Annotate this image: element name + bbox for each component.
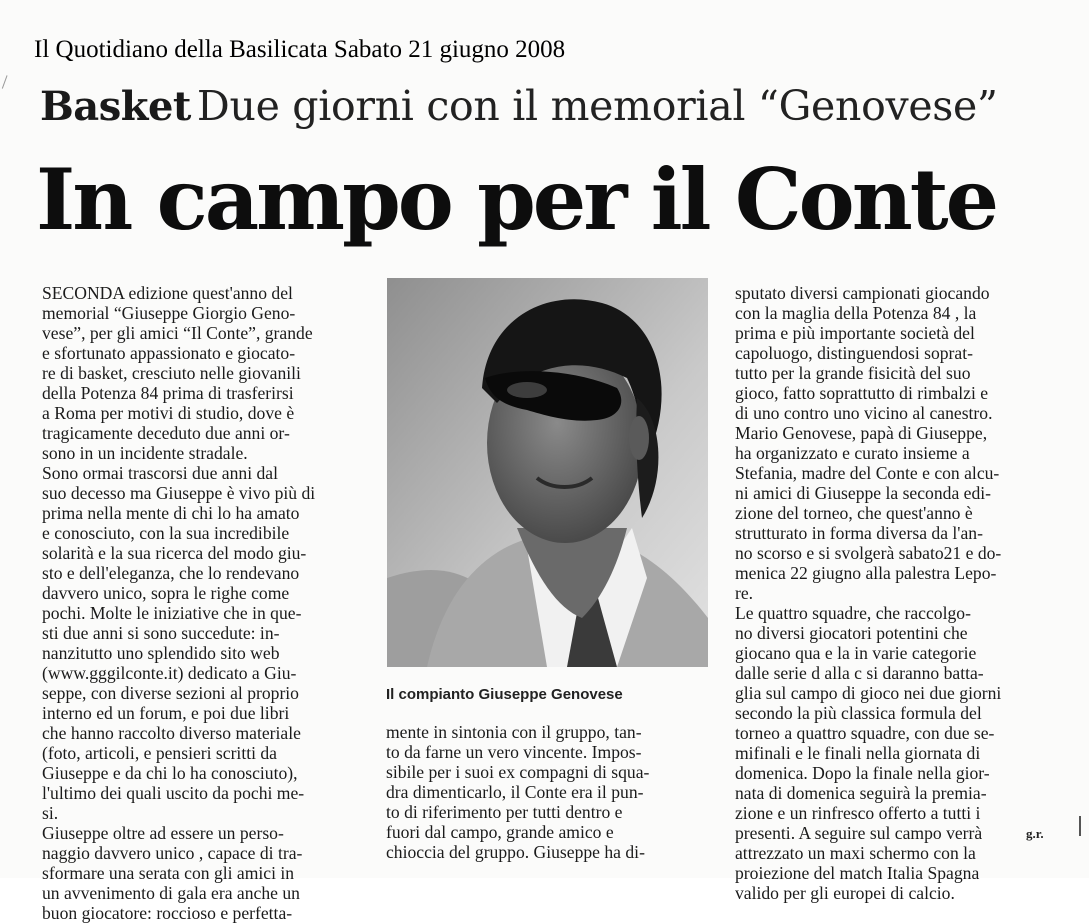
text-line: un avvenimento di gala era anche un <box>42 883 300 903</box>
text-line: re di basket, cresciuto nelle giovanili <box>42 363 301 383</box>
text-line: prima e più importante società del <box>735 323 975 343</box>
text-line: l'ultimo dei quali uscito da pochi me- <box>42 783 305 803</box>
text-line: suo decesso ma Giuseppe è vivo più di <box>42 483 316 503</box>
photo-caption: Il compianto Giuseppe Genovese <box>386 686 623 703</box>
text-line: (foto, articoli, e pensieri scritti da <box>42 743 277 763</box>
text-line: a Roma per motivi di studio, dove è <box>42 403 295 423</box>
text-line: sti due anni si sono succedute: in- <box>42 623 280 643</box>
text-line: mente in sintonia con il gruppo, tan- <box>386 722 642 742</box>
text-line: to di riferimento per tutti dentro e <box>386 802 623 822</box>
text-line: glia sul campo di gioco nei due giorni <box>735 683 1002 703</box>
portrait-image <box>387 278 708 667</box>
article-column-2 <box>386 722 712 862</box>
text-line: Stefania, madre del Conte e con alcu- <box>735 463 1000 483</box>
text-line: prima nella mente di chi lo ha amato <box>42 503 300 523</box>
text-line: Giuseppe e da chi lo ha conosciuto), <box>42 763 298 783</box>
text-line: che hanno raccolto diverso materiale <box>42 723 301 743</box>
text-line: torneo a quattro squadre, con due se- <box>735 723 995 743</box>
text-line: dalle serie d alla c si daranno batta- <box>735 663 984 683</box>
text-line: sputato diversi campionati giocando <box>735 283 990 303</box>
text-line: sibile per i suoi ex compagni di squa- <box>386 762 650 782</box>
text-line: tragicamente deceduto due anni or- <box>42 423 290 443</box>
text-line: (www.gggilconte.it) dedicato a Giu- <box>42 663 297 683</box>
text-line: no scorso e si svolgerà sabato21 e do- <box>735 543 1002 563</box>
article-column-1 <box>42 283 372 923</box>
text-line: Le quattro squadre, che raccolgo- <box>735 603 971 623</box>
text-line: proiezione del match Italia Spagna <box>735 863 980 883</box>
text-line: capoluogo, distinguendosi soprat- <box>735 343 973 363</box>
text-line: zione del torneo, che quest'anno è <box>735 503 973 523</box>
text-line: domenica. Dopo la finale nella gior- <box>735 763 990 783</box>
text-line: strutturato in forma diversa da l'an- <box>735 523 983 543</box>
text-line: memorial “Giuseppe Giorgio Geno- <box>42 303 296 323</box>
text-line: ha organizzato e curato insieme a <box>735 443 970 463</box>
text-line: chioccia del gruppo. Giuseppe ha di- <box>386 842 645 862</box>
text-line: giocano qua e la in varie categorie <box>735 643 977 663</box>
text-line: pochi. Molte le iniziative che in que- <box>42 603 302 623</box>
text-line: sformare una serata con gli amici in <box>42 863 295 883</box>
text-line: si. <box>42 803 59 823</box>
scan-edge-mark <box>1079 816 1081 836</box>
text-line: tutto per la grande fisicità del suo <box>735 363 971 383</box>
text-line: con la maglia della Potenza 84 , la <box>735 303 977 323</box>
text-line: della Potenza 84 prima di trasferirsi <box>42 383 294 403</box>
text-line: dra dimenticarlo, il Conte era il pun- <box>386 782 644 802</box>
text-line: presenti. A seguire sul campo verrà <box>735 823 983 843</box>
text-line: di uno contro uno vicino al canestro. <box>735 403 993 423</box>
article-column-3 <box>735 283 1057 903</box>
text-line: Sono ormai trascorsi due anni dal <box>42 463 278 483</box>
kicker <box>40 82 998 130</box>
text-line: secondo la più classica formula del <box>735 703 982 723</box>
text-line: re. <box>735 583 754 603</box>
text-line: ni amici di Giuseppe la seconda edi- <box>735 483 992 503</box>
text-line: sto e dell'eleganza, che lo rendevano <box>42 563 300 583</box>
text-line: naggio davvero unico , capace di tra- <box>42 843 303 863</box>
text-line: Giuseppe oltre ad essere un perso- <box>42 823 284 843</box>
text-line: davvero unico, sopra le righe come <box>42 583 290 603</box>
text-line: zione e un rinfresco offerto a tutti i <box>735 803 981 823</box>
headline: In campo per il Conte <box>36 150 997 249</box>
text-line: e sfortunato appassionato e giocato- <box>42 343 296 363</box>
text-line: fuori dal campo, grande amico e <box>386 822 614 842</box>
source-line: Il Quotidiano della Basilicata Sabato 21 giugno 2008 <box>34 36 566 63</box>
text-line: sono in un incidente stradale. <box>42 443 248 463</box>
kicker-subtitle: Due giorni con il memorial “Genovese” <box>196 82 998 130</box>
text-line: nata di domenica seguirà la premia- <box>735 783 987 803</box>
text-line: attrezzato un maxi schermo con la <box>735 843 976 863</box>
text-line: Mario Genovese, papà di Giuseppe, <box>735 423 988 443</box>
text-line: solarità e la sua ricerca del modo giu- <box>42 543 307 563</box>
text-line: menica 22 giugno alla palestra Lepo- <box>735 563 997 583</box>
text-line: gioco, fatto soprattutto di rimbalzi e <box>735 383 989 403</box>
text-line: interno ed un forum, e poi due libri <box>42 703 290 723</box>
text-line: e conosciuto, con la sua incredibile <box>42 523 290 543</box>
kicker-section: Basket <box>40 83 191 130</box>
text-line: SECONDA edizione quest'anno del <box>42 283 293 303</box>
portrait-photo <box>387 278 708 667</box>
text-line: seppe, con diverse sezioni al proprio <box>42 683 299 703</box>
text-line: vese”, per gli amici “Il Conte”, grande <box>42 323 313 343</box>
author-signature: g.r. <box>1026 826 1044 841</box>
text-line: to da farne un vero vincente. Impos- <box>386 742 642 762</box>
text-line: no diversi giocatori potentini che <box>735 623 968 643</box>
text-line: buon giocatore: roccioso e perfetta- <box>42 903 293 923</box>
text-line: valido per gli europei di calcio. <box>735 883 955 903</box>
text-line: nanzitutto uno splendido sito web <box>42 643 280 663</box>
scan-mark <box>2 75 13 91</box>
text-line: mifinali e le finali nella giornata di <box>735 743 981 763</box>
